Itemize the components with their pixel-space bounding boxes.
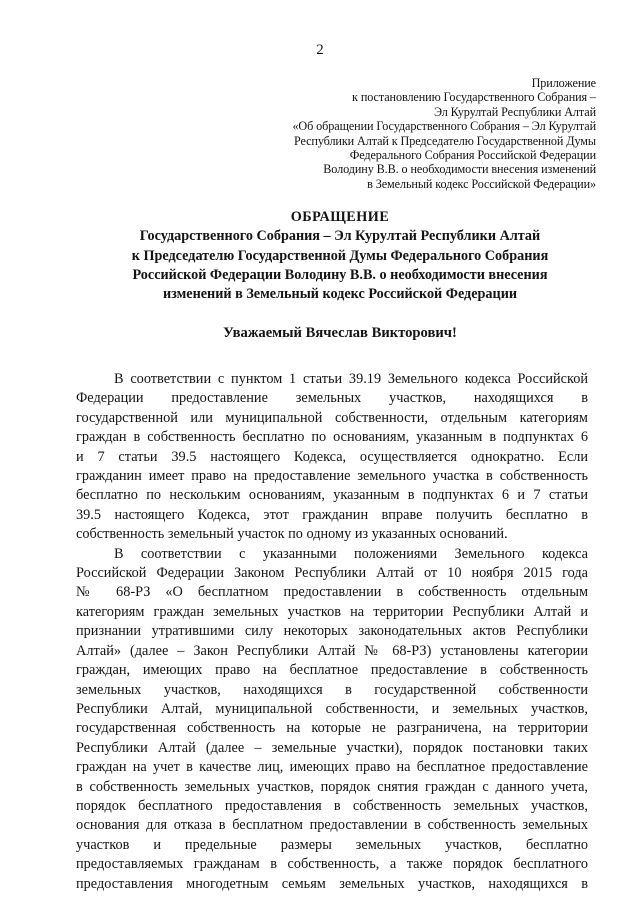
appendix-line: к постановлению Государственного Собрания – <box>352 90 596 105</box>
heading-line: изменений в Земельный кодекс Российской Федерации <box>162 286 518 303</box>
text-line: Республики Алтай (далее – земельные участки), порядок постановки таких <box>76 739 588 756</box>
heading-line: к Председателю Государственной Думы Федерального Собрания <box>131 247 549 264</box>
paragraph-1 <box>76 370 588 545</box>
text-line: в собственность земельных участков, порядок снятия граждан с данного учета, <box>76 778 588 795</box>
text-line: Федерации предоставление земельных участков, находящихся в <box>76 390 588 407</box>
text-line: В соответствии с пунктом 1 статьи 39.19 Земельного кодекса Российской <box>114 371 588 387</box>
text-line: государственной или муниципальной собственности, отдельным категориям <box>76 409 588 426</box>
heading-line: Российской Федерации Володину В.В. о необходимости внесения <box>132 266 548 283</box>
text-line: земельных участков, находящихся в государственной собственности <box>76 681 588 698</box>
text-line: Алтай» (далее – Закон Республики Алтай № 68-РЗ) установлены категории <box>76 642 588 659</box>
text-line: В соответствии с указанными положениями Земельного кодекса <box>114 545 588 562</box>
text-line: № 68-РЗ «О бесплатном предоставлении в собственность отдельным <box>76 584 588 601</box>
appendix-line: Эл Курултай Республики Алтай <box>433 104 596 119</box>
text-line: собственность земельный участок по одному из указанных оснований. <box>76 526 508 543</box>
text-line: гражданин имеет право на предоставление земельного участка в собственность <box>76 468 588 485</box>
text-line: участков и предельные размеры земельных участков, бесплатно <box>76 836 588 853</box>
appendix-line: Приложение <box>531 76 596 90</box>
text-line: граждан, имеющих право на бесплатное предоставление в собственность <box>76 662 588 679</box>
body-text <box>76 370 588 894</box>
text-line: бесплатно по нескольким основаниям, указанным в подпунктах 6 и 7 статьи <box>76 487 588 504</box>
appendix-line: Республики Алтай к Председателю Государственной Думы <box>293 133 596 148</box>
heading-line: Государственного Собрания – Эл Курултай Республики Алтай <box>139 228 541 245</box>
document-title: ОБРАЩЕНИЕ <box>290 209 390 225</box>
text-line: и 7 статьи 39.5 настоящего Кодекса, осуществляется однократно. Если <box>76 448 588 465</box>
appendix-line: Федерального Собрания Российской Федерации <box>349 148 596 163</box>
paragraph-2 <box>76 545 588 894</box>
text-line: 39.5 настоящего Кодекса, этот гражданин вправе получить бесплатно в <box>76 506 588 523</box>
appendix-line: «Об обращении Государственного Собрания – Эл Курултай <box>292 119 596 134</box>
text-line: государственная собственность на которые не разграничена, на территории <box>76 720 588 737</box>
text-line: граждан в собственность бесплатно по основаниям, указанным в подпунктах 6 <box>76 429 588 446</box>
appendix-line: Володину В.В. о необходимости внесения изменений <box>323 162 596 177</box>
document-heading <box>80 208 600 304</box>
text-line: порядок бесплатного предоставления в собственность земельных участков, <box>76 797 588 814</box>
text-line: предоставляемых гражданам в собственность, а также порядок бесплатного <box>76 856 588 873</box>
text-line: предоставления многодетным семьям земельных участков, находящихся в <box>76 875 588 892</box>
text-line: Российской Федерации Законом Республики Алтай от 10 ноября 2015 года <box>76 565 588 582</box>
text-line: граждан на учет в качестве лиц, имеющих право на бесплатное предоставление <box>76 759 588 776</box>
text-line: основания для отказа в бесплатном предоставлении в собственность земельных <box>76 817 588 834</box>
text-line: Республики Алтай, муниципальной собственности, и земельных участков, <box>76 700 588 717</box>
salutation: Уважаемый Вячеслав Викторович! <box>223 325 457 341</box>
page-number: 2 <box>316 42 324 58</box>
appendix-block <box>236 76 596 191</box>
text-line: признании утратившими силу некоторых законодательных актов Республики <box>76 623 588 640</box>
appendix-line: в Земельный кодекс Российской Федерации» <box>367 176 596 191</box>
text-line: категориям граждан земельных участков на территории Республики Алтай и <box>76 603 588 620</box>
